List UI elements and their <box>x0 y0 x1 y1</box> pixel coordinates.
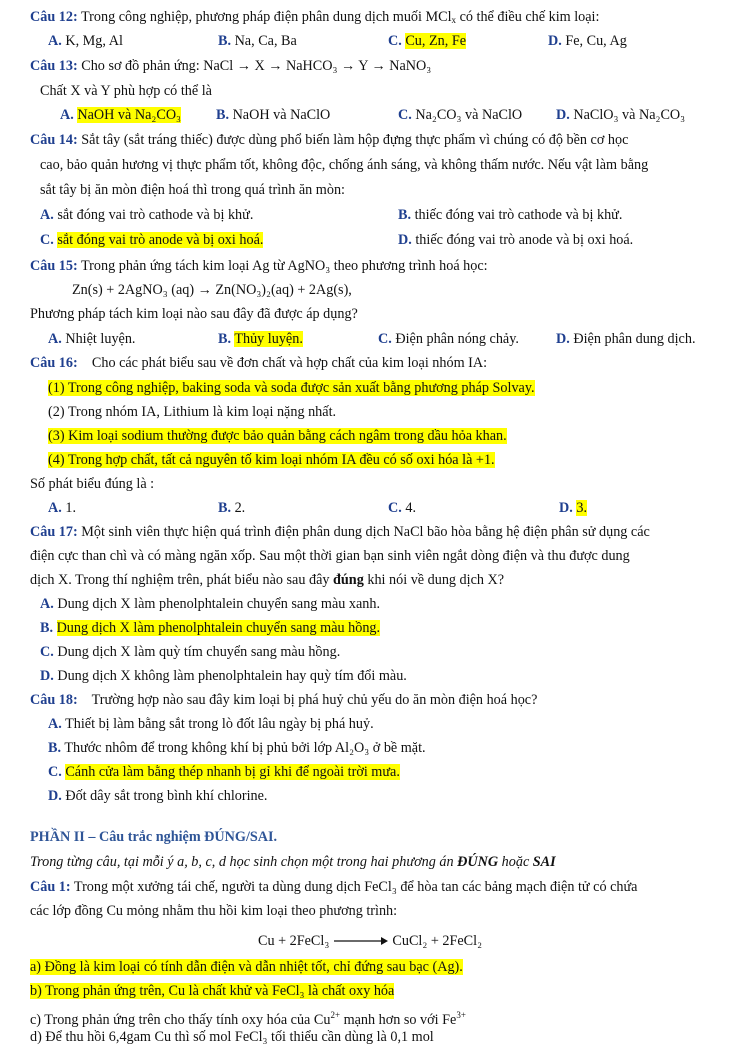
statement-1: (1) Trong công nghiệp, baking soda và soda được sản xuất bằng phương pháp Solvay. <box>48 380 535 396</box>
question-label: Câu 12: <box>30 9 78 25</box>
section-instruction: Trong từng câu, tại mỗi ý a, b, c, d học sinh chọn một trong hai phương án ĐÚNG hoặc SAI <box>30 854 556 870</box>
p2q1-stem: Câu 1: Trong một xưởng tái chế, người ta dùng dung dịch FeCl₃ để hòa tan các bảng mạch điện tử có chứa <box>30 879 638 895</box>
long-arrow-icon <box>333 933 389 951</box>
option-a: A. sắt đóng vai trò cathode và bị khử. <box>40 207 254 223</box>
q14-stem-line2: cao, bảo quản hương vị thực phẩm tốt, không độc, chống ánh sáng, và không thấm nước. Nếu vật làm bằng <box>40 157 649 173</box>
q15-equation: Zn(s) + 2AgNO₃ (aq) → Zn(NO₃)₂(aq) + 2Ag(s), <box>72 282 352 298</box>
option-c: C. sắt đóng vai trò anode và bị oxi hoá. <box>40 232 264 248</box>
option-d: D. Đốt dây sắt trong bình khí chlorine. <box>48 788 268 804</box>
q14-stem-line3: sắt tây bị ăn mòn điện hoá thì trong quá trình ăn mòn: <box>40 182 345 198</box>
option-d: D. thiếc đóng vai trò anode và bị oxi hoá. <box>398 232 634 248</box>
statement-3: (3) Kim loại sodium thường được bảo quản bằng cách ngâm trong dầu hỏa khan. <box>48 428 507 444</box>
q12-stem: Câu 12: Trong công nghiệp, phương pháp điện phân dung dịch muối MCl$_x$ có thể điều chế kim loại: <box>30 9 600 25</box>
option-d: D. Điện phân dung dịch. <box>556 331 696 347</box>
option-c: C. Dung dịch X làm quỳ tím chuyển sang màu hồng. <box>40 644 341 660</box>
q18-stem: Câu 18: Trường hợp nào sau đây kim loại bị phá huỷ chủ yếu do ăn mòn điện hoá học? <box>30 692 538 708</box>
option-a: A. Dung dịch X làm phenolphtalein chuyển sang màu xanh. <box>40 596 381 612</box>
option-b: B. Na, Ca, Ba <box>218 33 297 49</box>
option-b: B. thiếc đóng vai trò cathode và bị khử. <box>398 207 623 223</box>
p2q1-equation: Cu + 2FeCl₃ CuCl₂ + 2FeCl₂ <box>258 933 483 949</box>
option-d: D. NaClO₃ và Na₂CO₃ <box>556 107 686 123</box>
q17-stem-line2: điện cực than chì và có màng ngăn xốp. Sau một thời gian bạn sinh viên ngắt dòng điện và thu được dung <box>30 548 630 564</box>
option-b: B. 2. <box>218 500 246 516</box>
q17-stem: Câu 17: Một sinh viên thực hiện quá trình điện phân dung dịch NaCl bão hòa bằng hệ điện phân sử dụng các <box>30 524 650 540</box>
q13-question: Chất X và Y phù hợp có thể là <box>40 83 212 99</box>
q14-stem: Câu 14: Sắt tây (sắt tráng thiếc) được dùng phổ biến làm hộp đựng thực phẩm vì chúng có độ bền cơ học <box>30 132 629 148</box>
q16-question: Số phát biểu đúng là : <box>30 476 155 492</box>
option-b: B. NaOH và NaClO <box>216 107 331 123</box>
option-c: C. Na₂CO₃ và NaClO <box>398 107 523 123</box>
statement-c: c) Trong phản ứng trên cho thấy tính oxy hóa của $Cu^{2+}$ mạnh hơn so với $Fe^{3+}$ <box>30 1010 466 1028</box>
statement-4: (4) Trong hợp chất, tất cả nguyên tố kim loại nhóm IA đều có số oxi hóa là +1. <box>48 452 495 468</box>
option-a: A. K, Mg, Al <box>48 33 123 49</box>
option-c: C. Cánh cửa làm bằng thép nhanh bị gỉ khi để ngoài trời mưa. <box>48 764 400 780</box>
statement-2: (2) Trong nhóm IA, Lithium là kim loại nặng nhất. <box>48 404 337 420</box>
q16-stem: Câu 16: Cho các phát biểu sau về đơn chất và hợp chất của kim loại nhóm IA: <box>30 355 488 371</box>
q15-question: Phương pháp tách kim loại nào sau đây đã được áp dụng? <box>30 306 358 322</box>
option-d: D. Dung dịch X không làm phenolphtalein hay quỳ tím đổi màu. <box>40 668 407 684</box>
option-c: C. Cu, Zn, Fe <box>388 33 467 49</box>
option-c: C. Điện phân nóng chảy. <box>378 331 519 347</box>
option-d: D. 3. <box>559 500 587 516</box>
option-a: A. Thiết bị làm bằng sắt trong lò đốt lâu ngày bị phá huỷ. <box>48 716 374 732</box>
option-b: B. Dung dịch X làm phenolphtalein chuyển sang màu hồng. <box>40 620 381 636</box>
section-title: PHẦN II – Câu trắc nghiệm ĐÚNG/SAI. <box>30 829 278 845</box>
option-d: D. Fe, Cu, Ag <box>548 33 627 49</box>
option-a: A. 1. <box>48 500 76 516</box>
statement-a: a) Đồng là kim loại có tính dẫn điện và dẫn nhiệt tốt, chỉ đứng sau bạc (Ag). <box>30 959 463 975</box>
option-a: A. NaOH và Na₂CO₃ <box>60 107 182 123</box>
q15-stem: Câu 15: Trong phản ứng tách kim loại Ag từ AgNO₃ theo phương trình hoá học: <box>30 258 488 274</box>
option-a: A. Nhiệt luyện. <box>48 331 136 347</box>
p2q1-stem-line2: các lớp đồng Cu mỏng nhằm thu hồi kim loại theo phương trình: <box>30 903 398 919</box>
q13-stem: Câu 13: Cho sơ đồ phản ứng: NaCl → X → NaHCO₃ → Y → NaNO₃ <box>30 58 432 74</box>
option-c: C. 4. <box>388 500 416 516</box>
statement-b: b) Trong phản ứng trên, Cu là chất khử và FeCl₃ là chất oxy hóa <box>30 983 395 999</box>
option-b: B. Thước nhôm để trong không khí bị phủ bởi lớp Al₂O₃ ở bề mặt. <box>48 740 426 756</box>
option-b: B. Thủy luyện. <box>218 331 303 347</box>
q17-stem-line3: dịch X. Trong thí nghiệm trên, phát biểu nào sau đây đúng khi nói về dung dịch X? <box>30 572 505 588</box>
statement-d: d) Để thu hồi 6,4gam Cu thì số mol FeCl₃ tối thiểu cần dùng là 0,1 mol <box>30 1029 434 1045</box>
